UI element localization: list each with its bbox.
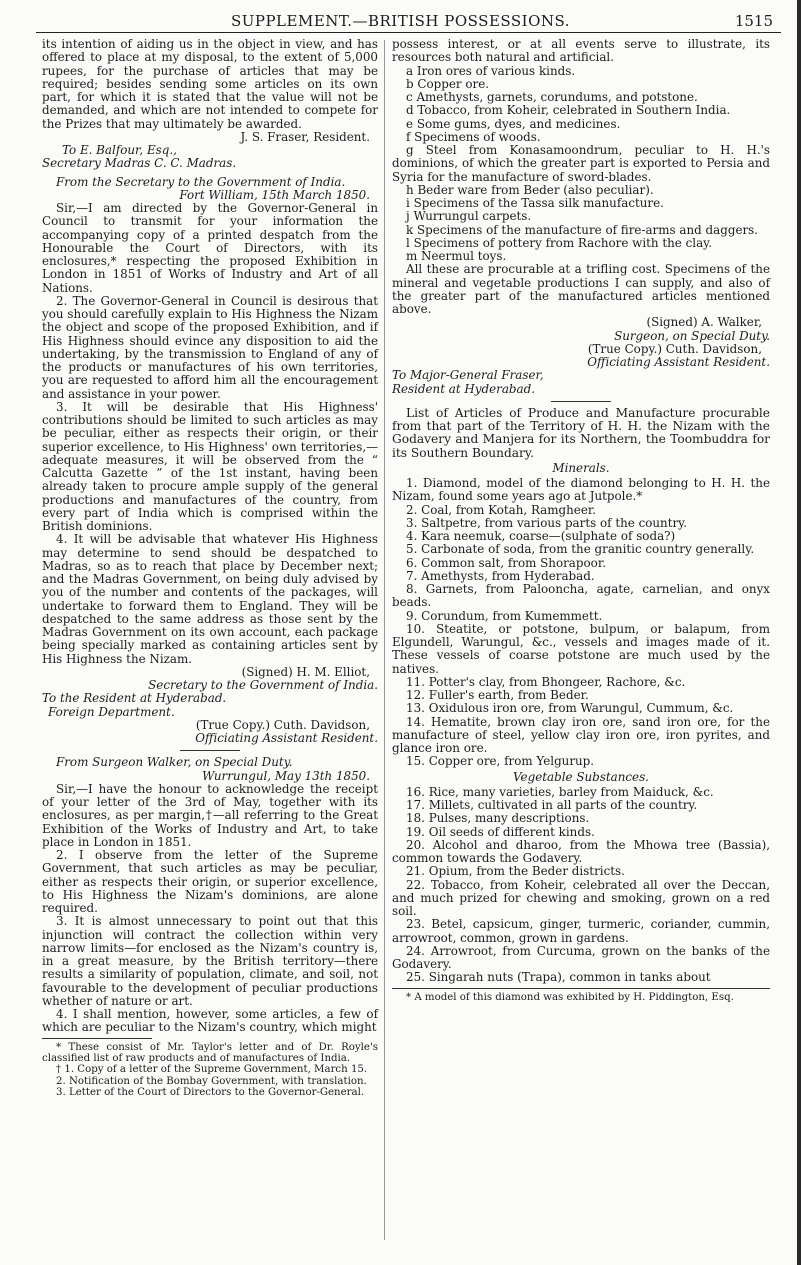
footnote: 3. Letter of the Court of Directors to the Governor-General. [56,1087,365,1099]
vegetable-item: 20. Alcohol and dharoo, from the Mhowa tree (Bassia), common towards the Godavery. [392,837,770,865]
signature: J. S. Fraser, Resident. [240,129,370,144]
footnote-rule [42,1038,152,1039]
paragraph: 4. It will be advisable that whatever His Highness may determine to send should be despatched to Madras, so as to reach that place by December next; and the Madras Government, on being duly advised by you of the number and contents of the packages, will undertake to forward them to England. They will be despatched to the same address as those sent by the Madras Government on its own account, each package being specially marked as containing articles sent by His Highness the Nizam. [42,532,378,666]
mineral-item: 6. Common salt, from Shorapoor. [406,555,606,570]
list-title: List of Articles of Produce and Manufacture procurable from that part of the Territory of H. H. the Nizam with the Godavery and Manjera for its Northern, the Toombuddra for its Southern Boundary. [392,405,770,460]
letter-date: Wurrungul, May 13th 1850. [202,768,370,783]
mineral-item: 10. Steatite, or potstone, bulpum, or balapum, from Elgundell, Warungul, &c., vessels and images made of it. These vessels of coarse potstone are much used by the natives. [392,621,770,676]
list-item: i Specimens of the Tassa silk manufacture. [406,196,664,210]
vegetable-item: 16. Rice, many varieties, barley from Maiduck, &c. [406,784,714,799]
signature-title: Surgeon, on Special Duty. [614,328,770,343]
header-rule [36,32,781,33]
section-separator [551,401,611,402]
list-item: d Tobacco, from Koheir, celebrated in Southern India. [406,103,731,118]
mineral-item: 15. Copper ore, from Yelgurup. [406,754,595,769]
mineral-item: 2. Coal, from Kotah, Ramgheer. [406,502,597,517]
list-item: b Copper ore. [406,76,490,91]
list-item: f Specimens of woods. [406,129,541,144]
footnote: * These consist of Mr. Taylor's letter and of Dr. Royle's classified list of raw products and of manufactures of India. [42,1041,378,1064]
paragraph: 2. I observe from the letter of the Supreme Government, that such articles as may be peculiar, either as respects their origin, or superior excellence, to His Highness the Nizam's dominions, are alone required. [42,848,378,915]
paragraph: 2. The Governor-General in Council is desirous that you should carefully explain to His Highness the Nizam the object and scope of the proposed Exhibition, and if His Highness should evince any disposition to aid the undertaking, by the transmission to England of any of the products or manufactures of his own territories, you are requested to afford him all the encouragement and assistance in your power. [42,293,378,401]
vegetable-item: 21. Opium, from the Beder districts. [406,864,625,879]
mineral-item: 9. Corundum, from Kumemmett. [406,608,603,623]
list-item: j Wurrungul carpets. [406,209,532,224]
list-item: c Amethysts, garnets, corundums, and potstone. [406,90,698,104]
true-copy-title: Officiating Assistant Resident. [587,355,770,369]
paragraph: 3. It will be desirable that His Highness' contributions should be limited to such articles as may be peculiar, either as respects their origin, or their superior excellence, to His Highness' own territories,—adequate measures, it will be observed from the “ Calcutta Gazette ” of the 1st instant, having been already taken to procure ample supply of the general productions and manufactures of the country, from every part of India which is comprised within the British dominions. [42,399,378,533]
list-item: m Neermul toys. [406,249,507,263]
list-item: e Some gums, dyes, and medicines. [406,116,621,131]
letter-heading: From the Secretary to the Government of India. [56,174,346,189]
true-copy: (True Copy.) Cuth. Davidson, [195,717,370,732]
minerals-heading: Minerals. [552,460,610,475]
section-separator [180,750,240,751]
page-number: 1515 [734,12,773,30]
paragraph: Sir,—I am directed by the Governor-General in Council to transmit for your information the accompanying copy of a printed despatch from the Honourable the Court of Directors, with its enclosures,* respecting the proposed Exhibition in London in 1851 of Works of Industry and Art of all Nations. [42,201,378,295]
vegetable-item: 23. Betel, capsicum, ginger, turmeric, coriander, cummin, arrowroot, common, grown in gardens. [392,917,770,945]
mineral-item: 11. Potter's clay, from Bhongeer, Rachore, &c. [406,674,686,689]
footnote-rule [392,988,770,989]
signature: (Signed) A. Walker, [646,315,762,330]
addressee-title: Resident at Hyderabad. [392,381,536,396]
mineral-item: 5. Carbonate of soda, from the granitic country generally. [406,542,755,557]
mineral-item: 14. Hematite, brown clay iron ore, sand iron ore, for the manufacture of steel, yellow clay iron ore, iron pyrites, and glance iron ore. [392,714,770,755]
signature-title: Secretary to the Government of India. [148,678,378,692]
vegetable-item: 18. Pulses, many descriptions. [406,811,590,826]
vegetable-item: 24. Arrowroot, from Curcuma, grown on the banks of the Godavery. [392,943,770,971]
addressee: To Major-General Fraser, [392,368,544,383]
addressee-title: Secretary Madras C. C. Madras. [42,156,237,171]
letter-heading: From Surgeon Walker, on Special Duty. [56,755,293,770]
page-edge-shadow [797,0,801,1265]
footnote: † 1. Copy of a letter of the Supreme Government, March 15. [56,1064,368,1076]
list-item: k Specimens of the manufacture of fire-arms and daggers. [406,222,759,237]
vegetable-item: 25. Singarah nuts (Trapa), common in tanks about [406,970,711,985]
mineral-item: 8. Garnets, from Palooncha, agate, carnelian, and onyx beads. [392,582,770,610]
list-item: h Beder ware from Beder (also peculiar). [406,182,654,197]
letter-date: Fort William, 15th March 1850. [179,187,370,202]
true-copy-title: Officiating Assistant Resident. [195,731,378,745]
running-header [0,10,801,34]
footnote: 2. Notification of the Bombay Government, with translation. [56,1075,367,1087]
footnote: * A model of this diamond was exhibited by H. Piddington, Esq. [406,991,734,1003]
mineral-item: 4. Kara neemuk, coarse—(sulphate of soda?) [406,529,676,543]
paragraph: its intention of aiding us in the object in view, and has offered to place at my disposal, to the extent of 5,000 rupees, for the purchase of articles that may be required; besides sending some articles on its own part, for which it is stated that the value will not be demanded, and which are not intended to compete for the Prizes that may ultimately be awarded. [42,37,378,131]
paragraph: possess interest, or at all events serve to illustrate, its resources both natural and artificial. [392,37,770,65]
vegetable-heading: Vegetable Substances. [513,769,649,784]
column-divider [384,40,385,1240]
paragraph: 4. I shall mention, however, some articles, a few of which are peculiar to the Nizam's country, which might [42,1007,378,1035]
department: Foreign Department. [48,704,175,719]
right-column [392,38,770,1003]
addressee: To E. Balfour, Esq., [62,143,177,157]
mineral-item: 1. Diamond, model of the diamond belonging to H. H. the Nizam, found some years ago at Jutpole.* [392,476,770,504]
list-item: a Iron ores of various kinds. [406,63,576,78]
vegetable-item: 19. Oil seeds of different kinds. [406,824,595,839]
vegetable-item: 22. Tobacco, from Koheir, celebrated all over the Deccan, and much prized for chewing and smoking, grown on a red soil. [392,877,770,918]
left-column [42,38,378,1099]
paragraph: Sir,—I have the honour to acknowledge the receipt of your letter of the 3rd of May, together with its enclosures, as per margin,†—all referring to the Great Exhibition of the Works of Industry and Art, to take place in London in 1851. [42,781,378,849]
mineral-item: 13. Oxidulous iron ore, from Warungul, Cummum, &c. [406,701,734,716]
paragraph: 3. It is almost unnecessary to point out that this injunction will contract the collection within very narrow limits—for enclosed as the Nizam's country is, in a great measure, by the British territory—there results a similarity of population, climate, and soil, not favourable to the development of peculiar productions whether of nature or art. [42,914,378,1008]
addressee: To the Resident at Hyderabad. [42,691,227,706]
mineral-item: 3. Saltpetre, from various parts of the country. [406,515,688,530]
mineral-item: 7. Amethysts, from Hyderabad. [406,568,595,583]
list-item: g Steel from Konasamoondrum, peculiar to H. H.'s dominions, of which the greater part is exported to Persia and Syria for the manufacture of sword-blades. [392,143,770,184]
list-item: l Specimens of pottery from Rachore with the clay. [406,235,713,250]
true-copy: (True Copy.) Cuth. Davidson, [587,341,762,356]
signature: (Signed) H. M. Elliot, [241,664,370,679]
vegetable-item: 17. Millets, cultivated in all parts of the country. [406,798,698,812]
mineral-item: 12. Fuller's earth, from Beder. [406,688,589,702]
running-title: SUPPLEMENT.—BRITISH POSSESSIONS. [230,12,571,30]
paragraph: All these are procurable at a trifling cost. Specimens of the mineral and vegetable productions I can supply, and also of the greater part of the manufactured articles mentioned above. [392,262,770,316]
